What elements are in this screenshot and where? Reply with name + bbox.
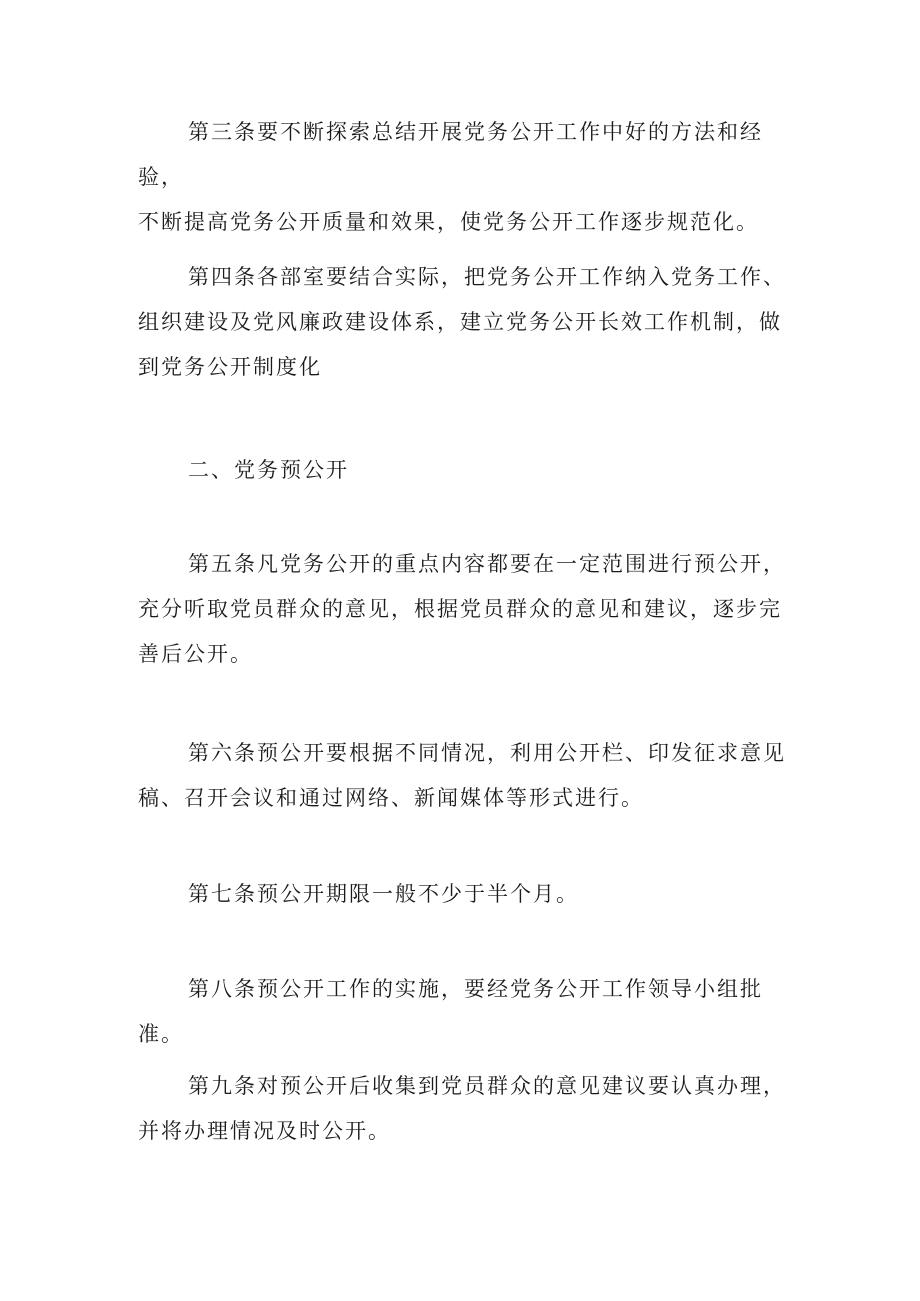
text-line: 第九条对预公开后收集到党员群众的意见建议要认真办理， — [188, 1074, 786, 1098]
text-line: 到党务公开制度化 — [138, 355, 322, 379]
text-line: 并将办理情况及时公开。 — [138, 1119, 391, 1143]
text-line: 第六条预公开要根据不同情况，利用公开栏、印发征求意见 — [188, 741, 786, 765]
paragraph-article-8 — [138, 967, 798, 1057]
text-line: 充分听取党员群众的意见，根据党员群众的意见和建议，逐步完 — [138, 597, 782, 621]
text-line: 稿、召开会议和通过网络、新闻媒体等形式进行。 — [138, 786, 644, 810]
text-line: 组织建设及党风廉政建设体系，建立党务公开长效工作机制，做 — [138, 310, 782, 334]
text-line: 第四条各部室要结合实际，把党务公开工作纳入党务工作、 — [188, 265, 786, 289]
paragraph-article-5 — [138, 542, 798, 677]
section-heading — [138, 448, 798, 493]
paragraph-article-9 — [138, 1064, 798, 1154]
text-line: 第三条要不断探索总结开展党务公开工作中好的方法和经验， — [138, 120, 763, 189]
paragraph-article-3 — [138, 110, 798, 245]
paragraph-article-6 — [138, 731, 798, 821]
heading-text: 二、党务预公开 — [188, 458, 349, 482]
text-line: 善后公开。 — [138, 642, 253, 666]
text-line: 不断提高党务公开质量和效果，使党务公开工作逐步规范化。 — [138, 210, 759, 234]
text-line: 第八条预公开工作的实施，要经党务公开工作领导小组批准。 — [138, 977, 763, 1046]
text-line: 第五条凡党务公开的重点内容都要在一定范围进行预公开， — [188, 552, 786, 576]
text-line: 第七条预公开期限一般不少于半个月。 — [188, 882, 579, 906]
paragraph-article-7 — [138, 872, 798, 917]
paragraph-article-4 — [138, 255, 798, 390]
